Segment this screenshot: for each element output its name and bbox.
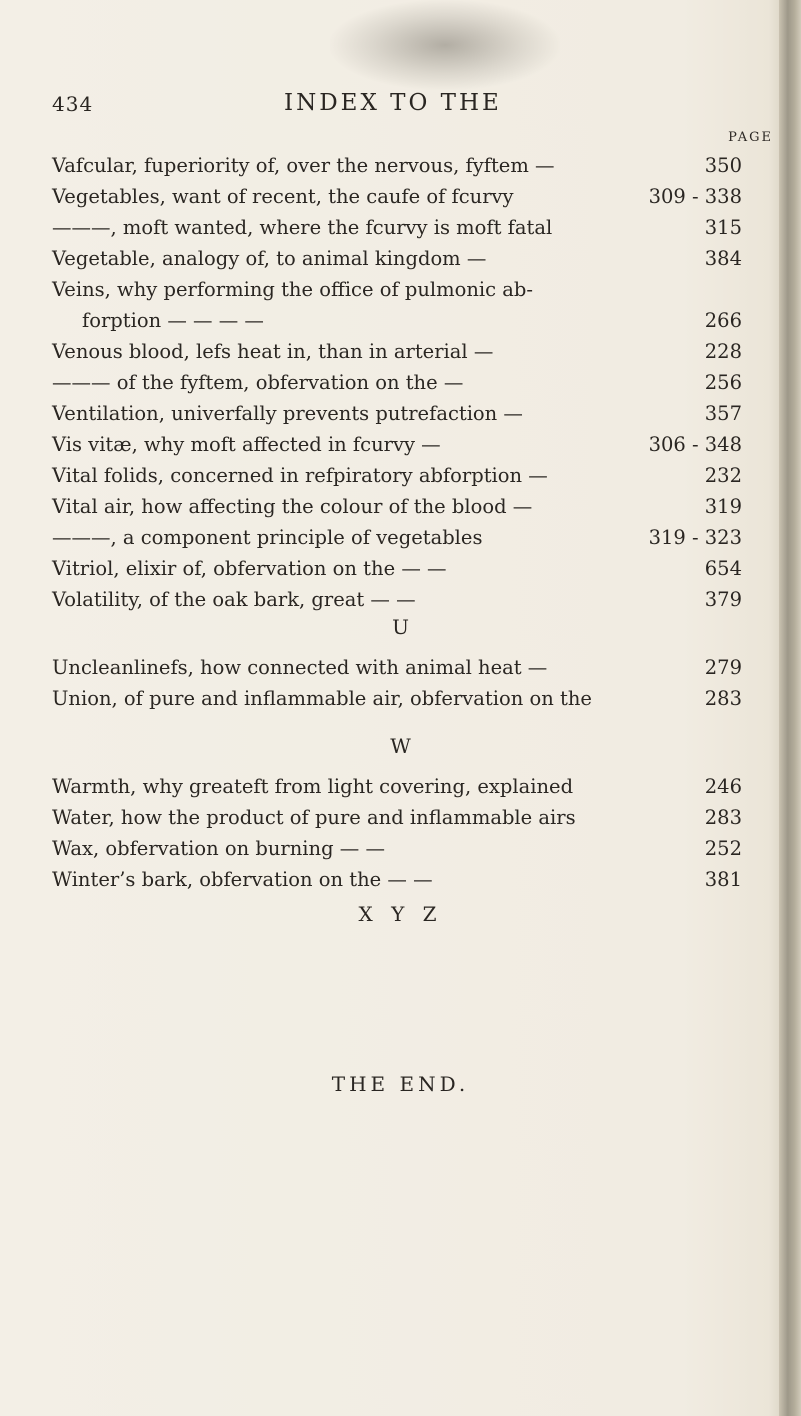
entry-page-ref: 315 [704, 216, 742, 239]
entry-page-ref: 228 [704, 340, 742, 363]
index-entries-v [52, 150, 742, 615]
section-letter-w: W [390, 734, 411, 758]
running-title: INDEX TO THE [284, 90, 502, 116]
index-entry [52, 305, 742, 336]
page-number: 434 [52, 92, 94, 116]
entry-page-ref: 246 [704, 775, 742, 798]
index-entry [52, 864, 742, 895]
entry-page-ref: 357 [704, 402, 742, 425]
page-column-label: PAGE [728, 130, 773, 145]
entry-text: Uncleanlinefs, how connected with animal heat — [52, 656, 548, 679]
index-entry [52, 522, 742, 553]
index-entries-u [52, 652, 742, 714]
entry-page-ref: 654 [704, 557, 742, 580]
index-entries-w [52, 771, 742, 895]
entry-page-ref: 319 - 323 [648, 526, 742, 549]
index-entry [52, 802, 742, 833]
entry-text: Wax, obfervation on burning — — [52, 837, 385, 860]
entry-page-ref: 306 - 348 [648, 433, 742, 456]
entry-text: forption — — — — [82, 309, 264, 332]
index-entry [52, 833, 742, 864]
index-entry [52, 181, 742, 212]
index-entry [52, 584, 742, 615]
entry-text: Union, of pure and inflammable air, obfervation on the [52, 687, 592, 710]
section-letter-xyz: X Y Z [358, 902, 443, 926]
page-header [52, 92, 732, 124]
entry-text: Vital air, how affecting the colour of the blood — [52, 495, 533, 518]
index-entry [52, 771, 742, 802]
page-edge-shadow [779, 0, 801, 1416]
index-entry [52, 429, 742, 460]
index-entry [52, 243, 742, 274]
index-entry [52, 336, 742, 367]
entry-text: Vegetable, analogy of, to animal kingdom — [52, 247, 487, 270]
entry-page-ref: 379 [704, 588, 742, 611]
entry-page-ref: 252 [704, 837, 742, 860]
entry-page-ref: 350 [704, 154, 742, 177]
entry-text: Vegetables, want of recent, the caufe of fcurvy [52, 185, 514, 208]
index-entry [52, 553, 742, 584]
section-letter-u: U [392, 615, 409, 639]
entry-page-ref: 283 [704, 687, 742, 710]
entry-text: Veins, why performing the office of pulmonic ab- [52, 278, 533, 301]
index-entry [52, 652, 742, 683]
entry-text: ——— of the fyftem, obfervation on the — [52, 371, 464, 394]
entry-page-ref: 309 - 338 [648, 185, 742, 208]
entry-text: Warmth, why greateft from light covering, explained [52, 775, 574, 798]
index-entry [52, 367, 742, 398]
index-entry [52, 274, 742, 305]
entry-text: Volatility, of the oak bark, great — — [52, 588, 416, 611]
entry-text: ———, moft wanted, where the fcurvy is moft fatal [52, 216, 553, 239]
entry-text: Winter’s bark, obfervation on the — — [52, 868, 433, 891]
entry-page-ref: 283 [704, 806, 742, 829]
entry-text: Vis vitæ, why moft affected in fcurvy — [52, 433, 441, 456]
entry-text: Venous blood, lefs heat in, than in arterial — [52, 340, 494, 363]
ink-smudge [330, 0, 560, 90]
index-entry [52, 491, 742, 522]
entry-text: Water, how the product of pure and inflammable airs [52, 806, 576, 829]
entry-page-ref: 232 [704, 464, 742, 487]
entry-page-ref: 319 [704, 495, 742, 518]
index-entry [52, 683, 742, 714]
entry-text: Vital folids, concerned in refpiratory abforption — [52, 464, 548, 487]
index-entry [52, 150, 742, 181]
index-entry [52, 398, 742, 429]
entry-page-ref: 381 [704, 868, 742, 891]
the-end: THE END. [331, 1072, 470, 1096]
entry-text: Vafcular, fuperiority of, over the nervous, fyftem — [52, 154, 555, 177]
index-entry [52, 460, 742, 491]
entry-page-ref: 266 [704, 309, 742, 332]
entry-page-ref: 279 [704, 656, 742, 679]
entry-text: Vitriol, elixir of, obfervation on the — — [52, 557, 447, 580]
entry-text: ———, a component principle of vegetables [52, 526, 483, 549]
entry-page-ref: 384 [704, 247, 742, 270]
entry-page-ref: 256 [704, 371, 742, 394]
entry-text: Ventilation, univerfally prevents putrefaction — [52, 402, 523, 425]
index-entry [52, 212, 742, 243]
